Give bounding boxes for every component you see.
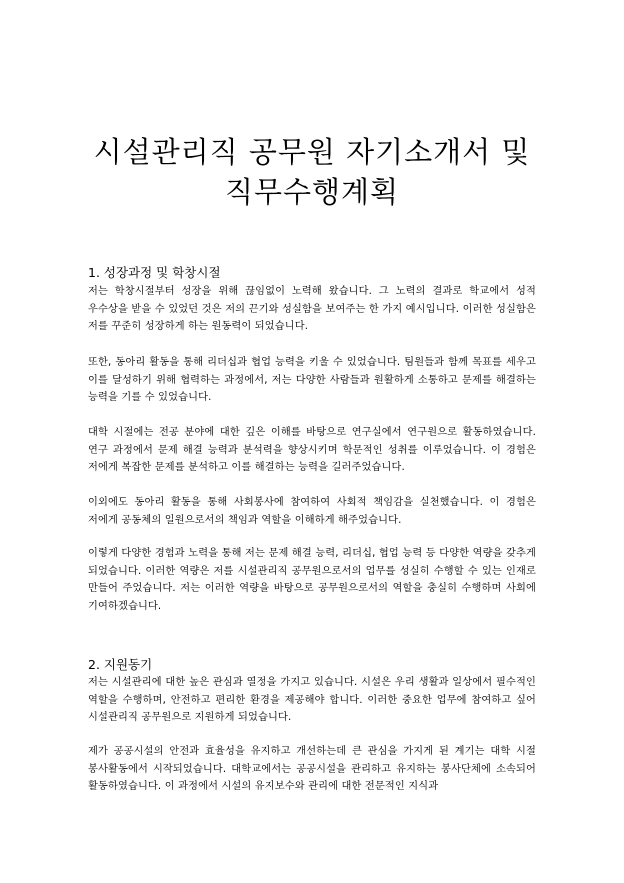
section-2-paragraph-1: 저는 시설관리에 대한 높은 관심과 열정을 가지고 있습니다. 시설은 우리 생활과 일상에서 필수적인 역할을 수행하며, 안전하고 편리한 환경을 제공해야 합니다. 이러한 중요한 업무에 참여하고 싶어 시설관리직 공무원으로 지원하게 되었습니다. — [88, 677, 536, 723]
section-1-paragraph-3: 대학 시절에는 전공 분야에 대한 깊은 이해를 바탕으로 연구실에서 연구원으로 활동하였습니다. 연구 과정에서 문제 해결 능력과 분석력을 향상시키며 학문적인 성취를 이루었습니다. 이 경험은 저에게 복잡한 문제를 분석하고 이를 해결하는 능력을 길러주었습니다. — [88, 427, 536, 473]
section-1-paragraph-5: 이렇게 다양한 경험과 노력을 통해 저는 문제 해결 능력, 리더십, 협업 능력 등 다양한 역량을 갖추게 되었습니다. 이러한 역량은 저를 시설관리직 공무원으로서의 업무를 성실히 수행할 수 있는 인재로 만들어 주었습니다. 저는 이러한 역량을 바탕으로 공무원으로서의 역할을 충실히 수행하며 사회에 기여하겠습니다. — [88, 548, 536, 612]
document-title-line-1: 시설관리직 공무원 자기소개서 및 — [93, 135, 531, 169]
section-1-paragraph-1: 저는 학창시절부터 성장을 위해 끊임없이 노력해 왔습니다. 그 노력의 결과로 학교에서 성적 우수상을 받을 수 있었던 것은 저의 끈기와 성실함을 보여주는 한 가지 예시입니다. 이러한 성실함은 저를 꾸준히 성장하게 하는 원동력이 되었습니다. — [88, 286, 536, 332]
section-2-heading: 2. 지원동기 — [88, 657, 153, 672]
section-1-heading: 1. 성장과정 및 학창시절 — [88, 265, 221, 280]
section-1-paragraph-2: 또한, 동아리 활동을 통해 리더십과 협업 능력을 키울 수 있었습니다. 팀원들과 함께 목표를 세우고 이를 달성하기 위해 협력하는 과정에서, 저는 다양한 사람들과 원활하게 소통하고 문제를 해결하는 능력을 기를 수 있었습니다. — [88, 357, 536, 403]
document-title-line-2: 직무수행계획 — [224, 175, 400, 209]
section-2-paragraph-2: 제가 공공시설의 안전과 효율성을 유지하고 개선하는데 큰 관심을 가지게 된 계기는 대학 시절 봉사활동에서 시작되었습니다. 대학교에서는 공공시설을 관리하고 유지하는 봉사단체에 소속되어 활동하였습니다. 이 과정에서 시설의 유지보수와 관리에 대한 전문적인 지식과 — [88, 746, 536, 792]
section-1-paragraph-4: 이외에도 동아리 활동을 통해 사회봉사에 참여하여 사회적 책임감을 실천했습니다. 이 경험은 저에게 공동체의 일원으로서의 책임과 역할을 이해하게 해주었습니다. — [88, 497, 536, 526]
